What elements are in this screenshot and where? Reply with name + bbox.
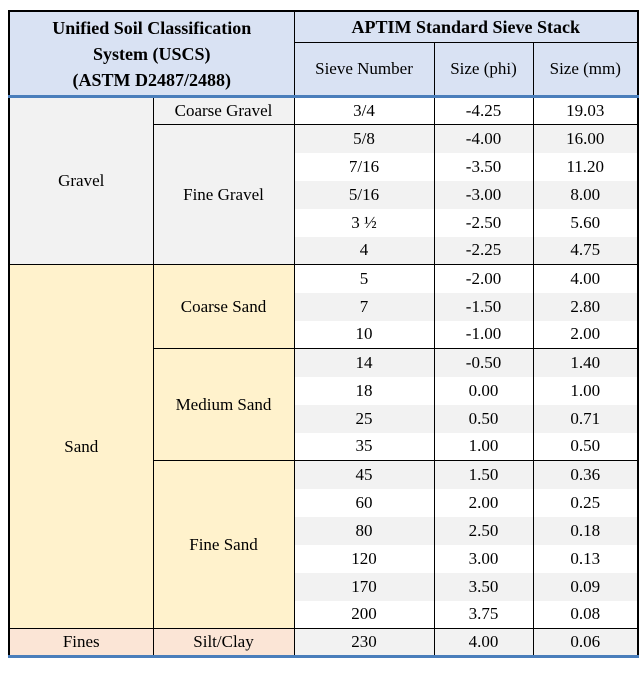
header-uscs-line3: (ASTM D2487/2488) [72, 69, 231, 90]
cell-size-phi: 3.75 [434, 601, 533, 629]
cell-sieve-number: 7/16 [294, 153, 434, 181]
cell-size-phi: 4.00 [434, 629, 533, 657]
cell-size-phi: 1.50 [434, 461, 533, 489]
cell-size-mm: 1.40 [533, 349, 638, 377]
cell-uscs-major: Fines [9, 629, 153, 657]
cell-size-phi: -2.50 [434, 209, 533, 237]
cell-size-phi: -1.50 [434, 293, 533, 321]
header-aptim: APTIM Standard Sieve Stack [294, 11, 638, 43]
cell-size-phi: 0.50 [434, 405, 533, 433]
cell-size-phi: -4.00 [434, 125, 533, 153]
cell-size-mm: 2.00 [533, 321, 638, 349]
cell-uscs-subgroup: Fine Gravel [153, 125, 294, 265]
cell-size-phi: -4.25 [434, 97, 533, 125]
cell-sieve-number: 200 [294, 601, 434, 629]
cell-sieve-number: 25 [294, 405, 434, 433]
header-sieve-number: Sieve Number [294, 43, 434, 97]
cell-size-phi: -1.00 [434, 321, 533, 349]
cell-uscs-major: Sand [9, 265, 153, 629]
cell-size-mm: 0.25 [533, 489, 638, 517]
cell-sieve-number: 3 ½ [294, 209, 434, 237]
cell-size-phi: -0.50 [434, 349, 533, 377]
cell-size-mm: 1.00 [533, 377, 638, 405]
cell-sieve-number: 5 [294, 265, 434, 293]
cell-uscs-major: Gravel [9, 97, 153, 265]
cell-size-mm: 0.36 [533, 461, 638, 489]
header-uscs-line1: Unified Soil Classification [52, 17, 252, 38]
cell-uscs-subgroup: Coarse Gravel [153, 97, 294, 125]
cell-size-mm: 2.80 [533, 293, 638, 321]
sieve-table-body [9, 97, 638, 657]
cell-size-mm: 0.50 [533, 433, 638, 461]
cell-size-phi: 2.50 [434, 517, 533, 545]
header-uscs-line2: System (USCS) [92, 43, 211, 64]
table-row [9, 265, 638, 293]
cell-size-mm: 0.13 [533, 545, 638, 573]
cell-sieve-number: 18 [294, 377, 434, 405]
cell-sieve-number: 5/8 [294, 125, 434, 153]
cell-size-phi: 3.00 [434, 545, 533, 573]
cell-size-phi: 1.00 [434, 433, 533, 461]
cell-size-phi: 0.00 [434, 377, 533, 405]
cell-sieve-number: 45 [294, 461, 434, 489]
cell-sieve-number: 3/4 [294, 97, 434, 125]
cell-sieve-number: 80 [294, 517, 434, 545]
cell-sieve-number: 170 [294, 573, 434, 601]
cell-size-mm: 5.60 [533, 209, 638, 237]
cell-size-mm: 0.18 [533, 517, 638, 545]
cell-sieve-number: 35 [294, 433, 434, 461]
cell-sieve-number: 230 [294, 629, 434, 657]
cell-size-mm: 19.03 [533, 97, 638, 125]
table-header [9, 11, 638, 97]
cell-size-mm: 0.06 [533, 629, 638, 657]
cell-size-mm: 8.00 [533, 181, 638, 209]
cell-size-mm: 0.71 [533, 405, 638, 433]
table-row [9, 629, 638, 657]
table-row [9, 97, 638, 125]
cell-size-mm: 4.75 [533, 237, 638, 265]
cell-uscs-subgroup: Fine Sand [153, 461, 294, 629]
sieve-table [8, 10, 639, 658]
cell-size-phi: -2.25 [434, 237, 533, 265]
header-size-mm: Size (mm) [533, 43, 638, 97]
cell-sieve-number: 4 [294, 237, 434, 265]
cell-sieve-number: 5/16 [294, 181, 434, 209]
cell-size-phi: 2.00 [434, 489, 533, 517]
header-size-phi: Size (phi) [434, 43, 533, 97]
cell-size-mm: 11.20 [533, 153, 638, 181]
cell-uscs-subgroup: Silt/Clay [153, 629, 294, 657]
cell-size-phi: -3.00 [434, 181, 533, 209]
header-row-1 [9, 11, 638, 43]
header-uscs [9, 11, 294, 97]
cell-sieve-number: 10 [294, 321, 434, 349]
cell-size-phi: -2.00 [434, 265, 533, 293]
cell-size-mm: 0.08 [533, 601, 638, 629]
cell-sieve-number: 120 [294, 545, 434, 573]
cell-size-mm: 0.09 [533, 573, 638, 601]
cell-uscs-subgroup: Medium Sand [153, 349, 294, 461]
cell-sieve-number: 60 [294, 489, 434, 517]
cell-sieve-number: 14 [294, 349, 434, 377]
cell-uscs-subgroup: Coarse Sand [153, 265, 294, 349]
cell-size-mm: 4.00 [533, 265, 638, 293]
cell-size-phi: 3.50 [434, 573, 533, 601]
cell-sieve-number: 7 [294, 293, 434, 321]
cell-size-mm: 16.00 [533, 125, 638, 153]
cell-size-phi: -3.50 [434, 153, 533, 181]
